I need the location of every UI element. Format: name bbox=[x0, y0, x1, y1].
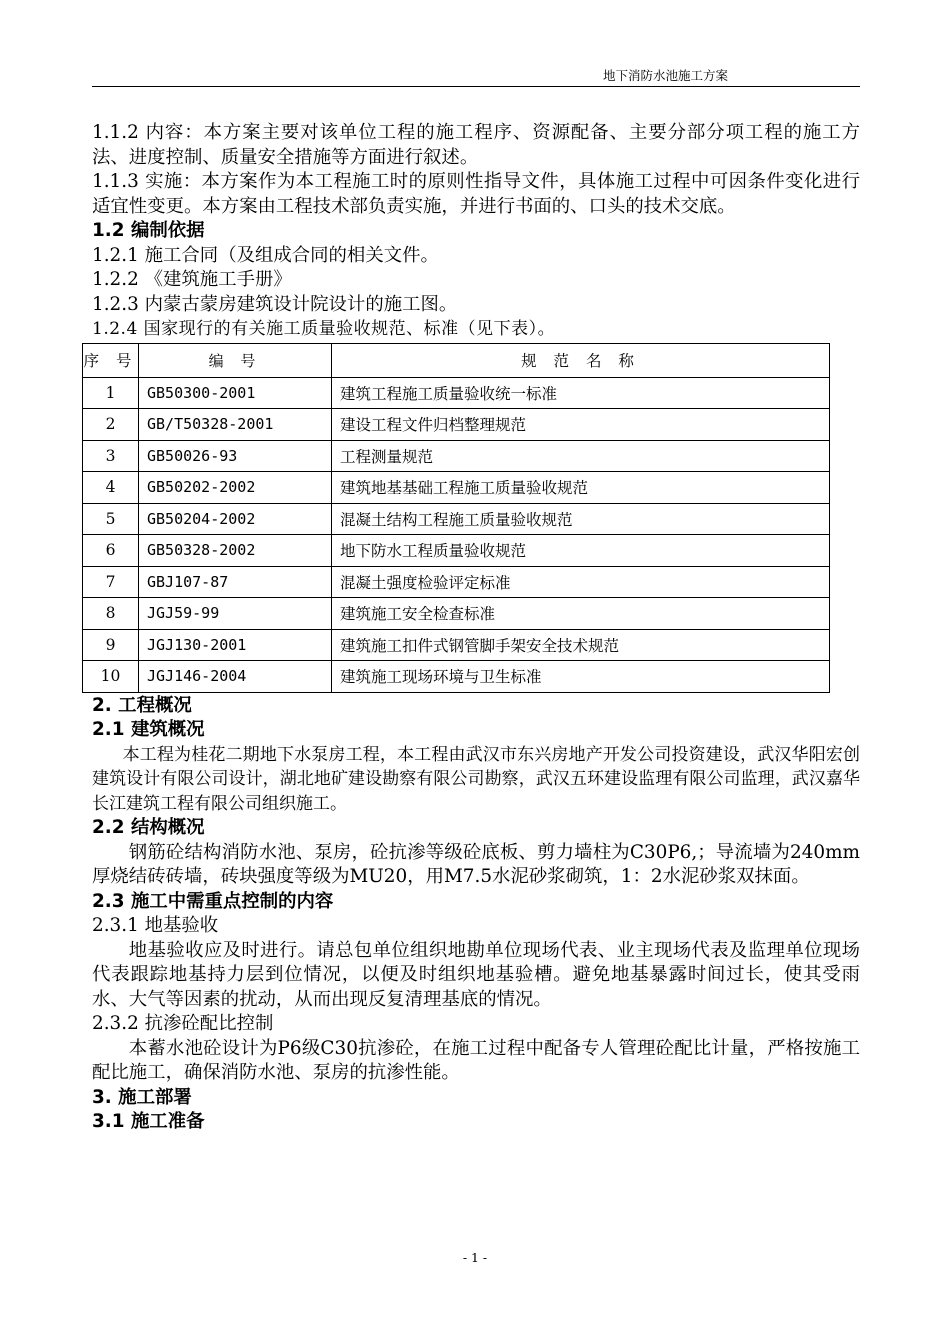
row-seq: 6 bbox=[83, 535, 139, 567]
row-code: GB50202-2002 bbox=[139, 472, 332, 504]
heading-1-2: 1.2 编制依据 bbox=[92, 220, 205, 241]
paragraph-1-1-3: 1.1.3 实施：本方案作为本工程施工时的原则性指导文件，具体施工过程中可因条件变化进行适宜性变更。本方案由工程技术部负责实施，并进行书面的、口头的技术交底。 bbox=[92, 171, 860, 217]
row-code: GB/T50328-2001 bbox=[139, 409, 332, 441]
paragraph-1-2-2: 1.2.2 《建筑施工手册》 bbox=[92, 269, 292, 290]
page-header bbox=[92, 66, 860, 87]
row-code: GB50026-93 bbox=[139, 440, 332, 472]
table-row bbox=[83, 440, 830, 472]
row-seq: 9 bbox=[83, 629, 139, 661]
paragraph-1-2-4: 1.2.4 国家现行的有关施工质量验收规范、标准（见下表）。 bbox=[92, 319, 556, 339]
row-seq: 1 bbox=[83, 377, 139, 409]
row-seq: 4 bbox=[83, 472, 139, 504]
row-seq: 7 bbox=[83, 566, 139, 598]
row-code: GB50328-2002 bbox=[139, 535, 332, 567]
row-code: JGJ146-2004 bbox=[139, 661, 332, 693]
row-code: GB50300-2001 bbox=[139, 377, 332, 409]
table-row bbox=[83, 409, 830, 441]
row-name: 工程测量规范 bbox=[332, 440, 830, 472]
heading-2-2: 2.2 结构概况 bbox=[92, 817, 205, 838]
paragraph-2-3-2: 本蓄水池砼设计为P6级C30抗渗砼，在施工过程中配备专人管理砼配比计量，严格按施工配比施工，确保消防水池、泵房的抗渗性能。 bbox=[92, 1037, 860, 1083]
row-name: 混凝土结构工程施工质量验收规范 bbox=[332, 503, 830, 535]
header-name: 规 范 名 称 bbox=[332, 343, 830, 377]
table-row bbox=[83, 377, 830, 409]
row-code: GB50204-2002 bbox=[139, 503, 332, 535]
table-row bbox=[83, 503, 830, 535]
heading-2: 2. 工程概况 bbox=[92, 694, 192, 716]
row-name: 混凝土强度检验评定标准 bbox=[332, 566, 830, 598]
table-header-row bbox=[83, 343, 830, 377]
table-row bbox=[83, 629, 830, 661]
table-row bbox=[83, 535, 830, 567]
row-name: 建筑地基基础工程施工质量验收规范 bbox=[332, 472, 830, 504]
row-seq: 3 bbox=[83, 440, 139, 472]
paragraph-2-2: 钢筋砼结构消防水池、泵房，砼抗渗等级砼底板、剪力墙柱为C30P6,；导流墙为240mm厚烧结砖砖墙，砖块强度等级为MU20，用M7.5水泥砂浆砌筑，1：2水泥砂浆双抹面。 bbox=[92, 841, 860, 887]
paragraph-1-1-2: 1.1.2 内容：本方案主要对该单位工程的施工程序、资源配备、主要分部分项工程的施工方法、进度控制、质量安全措施等方面进行叙述。 bbox=[92, 122, 860, 168]
paragraph-2-3-1: 地基验收应及时进行。请总包单位组织地勘单位现场代表、业主现场代表及监理单位现场代表跟踪地基持力层到位情况，以便及时组织地基验槽。避免地基暴露时间过长，使其受雨水、大气等因素的扰动，从而出现反复清理基底的情况。 bbox=[92, 939, 860, 1010]
heading-3: 3. 施工部署 bbox=[92, 1086, 192, 1108]
heading-2-1: 2.1 建筑概况 bbox=[92, 719, 205, 740]
paragraph-1-2-3: 1.2.3 内蒙古蒙房建筑设计院设计的施工图。 bbox=[92, 293, 458, 315]
row-name: 建筑施工现场环境与卫生标准 bbox=[332, 661, 830, 693]
row-code: GBJ107-87 bbox=[139, 566, 332, 598]
row-name: 建筑工程施工质量验收统一标准 bbox=[332, 377, 830, 409]
table-row bbox=[83, 661, 830, 693]
standards-table bbox=[82, 343, 830, 693]
table-row bbox=[83, 472, 830, 504]
row-seq: 2 bbox=[83, 409, 139, 441]
row-name: 建筑施工安全检查标准 bbox=[332, 598, 830, 630]
header-title: 地下消防水池施工方案 bbox=[602, 68, 728, 83]
row-name: 地下防水工程质量验收规范 bbox=[332, 535, 830, 567]
row-name: 建设工程文件归档整理规范 bbox=[332, 409, 830, 441]
paragraph-2-3-1-title: 2.3.1 地基验收 bbox=[92, 915, 219, 936]
row-code: JGJ59-99 bbox=[139, 598, 332, 630]
paragraph-1-2-1: 1.2.1 施工合同（及组成合同的相关文件。 bbox=[92, 244, 439, 266]
row-seq: 8 bbox=[83, 598, 139, 630]
table-row bbox=[83, 566, 830, 598]
document-body bbox=[83, 121, 860, 1135]
row-seq: 10 bbox=[83, 661, 139, 693]
paragraph-2-1: 本工程为桂花二期地下水泵房工程，本工程由武汉市东兴房地产开发公司投资建设，武汉华阳宏创建筑设计有限公司设计，湖北地矿建设勘察有限公司勘察，武汉五环建设监理有限公司监理，武汉嘉华长江建筑工程有限公司组织施工。 bbox=[92, 744, 860, 814]
paragraph-2-3-2-title: 2.3.2 抗渗砼配比控制 bbox=[92, 1013, 274, 1034]
table-row bbox=[83, 598, 830, 630]
header-code: 编 号 bbox=[139, 343, 332, 377]
row-seq: 5 bbox=[83, 503, 139, 535]
page-number: - 1 - bbox=[462, 1250, 488, 1265]
heading-2-3: 2.3 施工中需重点控制的内容 bbox=[92, 890, 334, 912]
row-name: 建筑施工扣件式钢管脚手架安全技术规范 bbox=[332, 629, 830, 661]
header-seq: 序 号 bbox=[83, 343, 139, 377]
heading-3-1: 3.1 施工准备 bbox=[92, 1111, 205, 1132]
row-code: JGJ130-2001 bbox=[139, 629, 332, 661]
